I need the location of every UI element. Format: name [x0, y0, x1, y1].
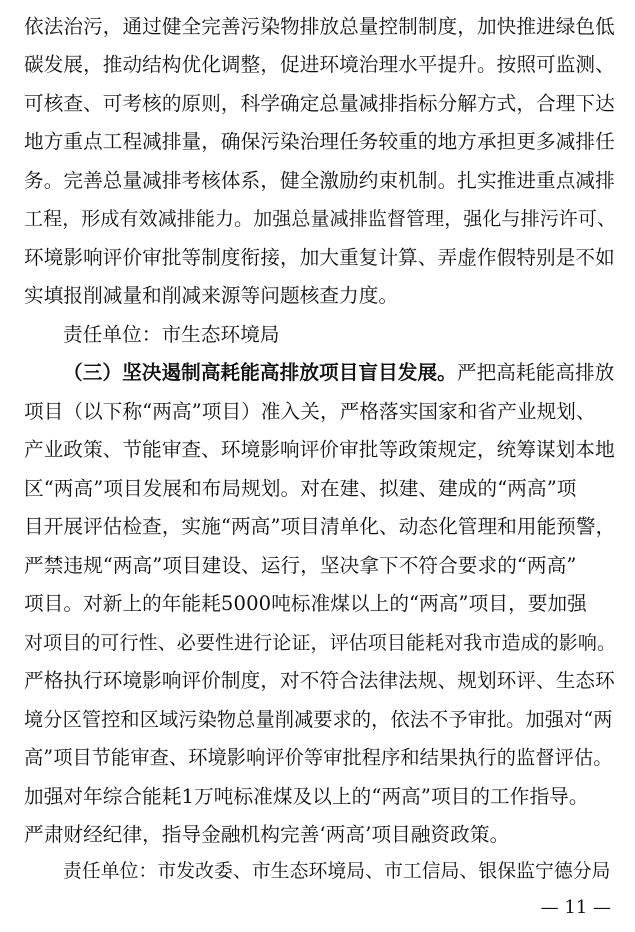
paragraph-line: 对项目的可行性、必要性进行论证，评估项目能耗对我市造成的影响。 — [24, 632, 617, 654]
paragraph-line: 环境影响评价审批等制度衔接，加大重复计算、弄虚作假特别是不如 — [24, 246, 615, 269]
paragraph-line: 项目。对新上的年能耗5000吨标准煤以上的“两高”项目，要加强 — [24, 592, 587, 615]
section-3-heading: （三）坚决遏制高耗能高排放项目盲目发展。 — [63, 361, 457, 384]
paragraph-line: 项目（以下称“两高”项目）准入关，严格落实国家和省产业规划、 — [24, 400, 596, 423]
paragraph-line: 务。完善总量减排考核体系，健全激励约束机制。扎实推进重点减排 — [24, 169, 615, 192]
responsible-unit-1: 责任单位：市生态环境局 — [63, 323, 280, 346]
paragraph-line: 地方重点工程减排量，确保污染治理任务较重的地方承担更多减排任 — [24, 130, 615, 153]
paragraph-line: 目开展评估检查，实施“两高”项目清单化、动态化管理和用能预警， — [24, 515, 616, 538]
section-3-first-line — [63, 359, 614, 387]
paragraph-line: 严格执行环境影响评价制度，对不符合法律法规、规划环评、生态环 — [24, 669, 615, 692]
paragraph-line: 区“两高”项目发展和布局规划。对在建、拟建、建成的“两高”项 — [24, 477, 577, 500]
paragraph-line: 实填报削减量和削减来源等问题核查力度。 — [24, 284, 399, 307]
paragraph-line: 严禁违规“两高”项目建设、运行，坚决拿下不符合要求的“两高” — [24, 554, 577, 577]
paragraph-line: 工程，形成有效减排能力。加强总量减排监督管理，强化与排污许可、 — [24, 208, 617, 230]
paragraph-line: 可核查、可考核的原则，科学确定总量减排指标分解方式，合理下达 — [24, 92, 615, 115]
paragraph-line: 碳发展，推动结构优化调整，促进环境治理水平提升。按照可监测、 — [24, 53, 615, 76]
paragraph-line: 加强对年综合能耗1万吨标准煤及以上的“两高”项目的工作指导。 — [24, 785, 589, 808]
paragraph-line: 严肃财经纪律，指导金融机构完善‘两高’项目融资政策。 — [24, 823, 510, 846]
page-number: — 11 — — [540, 897, 611, 918]
responsible-unit-2: 责任单位：市发改委、市生态环境局、市工信局、银保监宁德分局 — [63, 861, 611, 882]
paragraph-line: 产业政策、节能审查、环境影响评价审批等政策规定，统筹谋划本地 — [24, 438, 615, 461]
paragraph-line: 依法治污，通过健全完善污染物排放总量控制制度，加快推进绿色低 — [24, 15, 615, 38]
paragraph-line: 境分区管控和区域污染物总量削减要求的，依法不予审批。加强对“两 — [24, 708, 613, 731]
paragraph-line: 高”项目节能审查、环境影响评价等审批程序和结果执行的监督评估。 — [24, 746, 613, 769]
section-3-first-line-rest: 严把高耗能高排放 — [456, 361, 615, 384]
